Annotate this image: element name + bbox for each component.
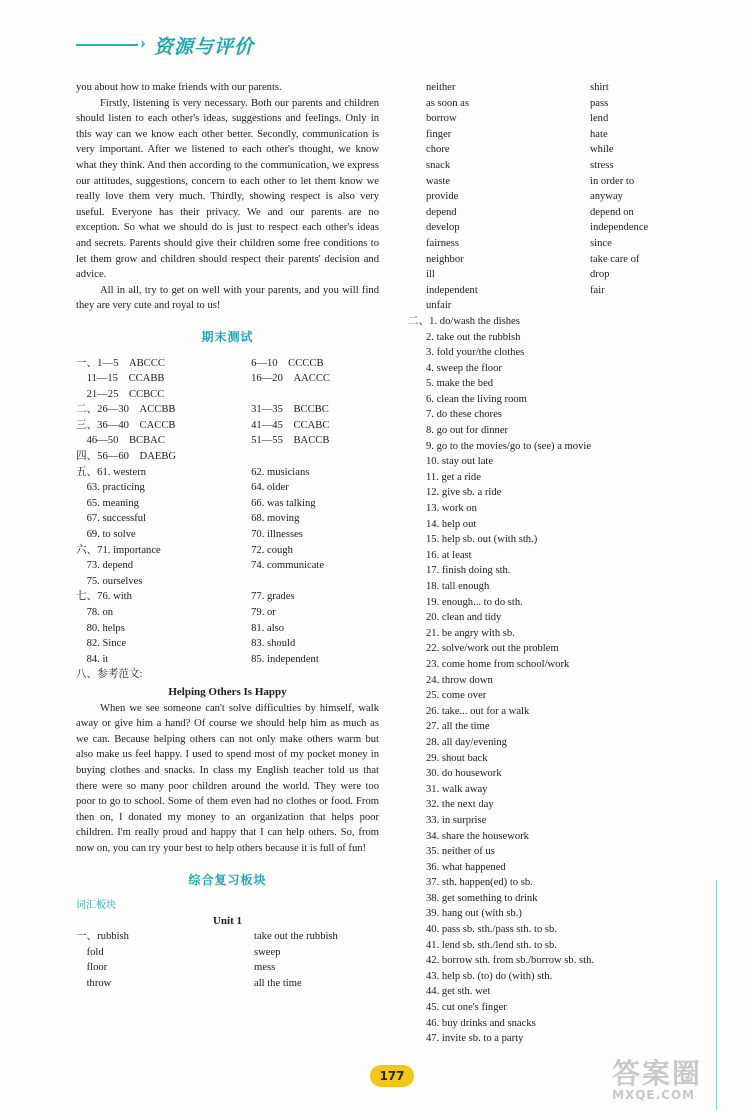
vocab-cell: all the time — [254, 978, 302, 990]
word-cell: develop — [426, 222, 460, 234]
phrase-item: 16. at least — [426, 549, 472, 561]
phrase-item: 43. help sb. (to) do (with) sth. — [426, 970, 553, 982]
phrase-item: 41. lend sb. sth./lend sth. to sb. — [426, 939, 557, 951]
watermark-logo — [612, 1052, 722, 1112]
word-cell: take care of — [590, 253, 640, 265]
vocab-cell: 一、rubbish — [76, 931, 129, 943]
word-row — [408, 205, 708, 221]
answer-cell: 80. helps — [76, 622, 125, 634]
answer-cell: 64. older — [251, 482, 289, 494]
word-cell: snack — [426, 159, 451, 171]
word-cell: drop — [590, 269, 610, 281]
answer-row — [76, 449, 379, 465]
phrase-item: 17. finish doing sth. — [426, 565, 511, 577]
vocab-row — [76, 929, 379, 945]
phrase-item: 26. take... out for a walk — [426, 705, 530, 717]
word-cell: lend — [590, 113, 609, 125]
answer-cell: 83. should — [251, 638, 296, 650]
phrase-item: 35. neither of us — [426, 846, 495, 858]
page-number: 177 — [370, 1065, 414, 1087]
essay-body: When we see someone can't solve difficulties by himself, walk away or give him a hand? Of course we should help him as much as we can. Because helping others can not only make others warm but also make us feel happy. I used to spend most of my pocket money in buying clothes and snacks. In class my English teacher told us that there were so many poor children around the world. They were too poor to go to school. Some of them even had no clothes or food. From then on, I donated my money to an organization that helps poor children. I'm really proud and happy that I can help others. So, from now on, you can try your best to help others because it is full of fun! — [76, 702, 379, 854]
phrase-item: 25. come over — [426, 690, 487, 702]
phrase-item: 3. fold your/the clothes — [426, 347, 525, 359]
word-cell: while — [590, 144, 614, 156]
vocab-cell: fold — [76, 946, 104, 958]
phrase-item: 27. all the time — [426, 721, 490, 733]
phrase-item: 8. go out for dinner — [426, 425, 509, 437]
phrase-item: 32. the next day — [426, 799, 494, 811]
answer-cell: 一、1—5 ABCCC — [76, 357, 165, 369]
paragraph: All in all, try to get on well with your parents, and you will find they are very cute and royal to us! — [76, 284, 379, 312]
word-cell: depend on — [590, 206, 634, 218]
unit-title: Unit 1 — [212, 914, 243, 927]
vocab-cell: mess — [254, 962, 276, 974]
word-cell: since — [590, 237, 612, 249]
phrase-item: 36. what happened — [426, 861, 506, 873]
answer-cell: 66. was talking — [251, 497, 316, 509]
word-row — [408, 174, 708, 190]
answer-cell: 6—10 CCCCB — [251, 357, 324, 369]
word-cell: shirt — [590, 82, 609, 93]
phrase-item: 23. come home from school/work — [426, 658, 570, 670]
intro-line: you about how to make friends with our parents. — [76, 82, 282, 93]
answer-cell: 69. to solve — [76, 529, 136, 541]
watermark-url: MXQE.COM — [612, 1088, 696, 1102]
word-cell: chore — [426, 144, 450, 156]
phrase-item: 4. sweep the floor — [426, 362, 502, 374]
phrase-item: 31. walk away — [426, 783, 488, 795]
answer-cell: 84. it — [76, 653, 109, 665]
answer-cell — [251, 574, 379, 590]
answer-cell — [251, 449, 379, 465]
answer-row — [76, 543, 379, 559]
word-list — [408, 80, 708, 314]
word-cell: ill — [426, 269, 435, 281]
answer-row — [76, 480, 379, 496]
answer-row — [76, 621, 379, 637]
answer-cell: 21—25 CCBCC — [76, 388, 165, 400]
vocab-row — [76, 960, 379, 976]
answer-cell: 11—15 CCABB — [76, 373, 165, 385]
header-title: 资源与评价 — [154, 36, 255, 58]
word-row — [408, 298, 708, 314]
phrase-item: 19. enough... to do sth. — [426, 596, 523, 608]
word-row — [408, 189, 708, 205]
answer-row — [76, 527, 379, 543]
word-row — [408, 127, 708, 143]
phrase-item: 40. pass sb. sth./pass sth. to sb. — [426, 924, 557, 936]
answer-cell: 73. depend — [76, 560, 134, 572]
answer-row — [76, 652, 379, 668]
phrase-item: 9. go to the movies/go to (see) a movie — [426, 440, 592, 452]
phrase-item: 44. get sth. wet — [426, 986, 491, 998]
chevron-right-icon: › — [140, 32, 146, 52]
answer-key — [76, 356, 379, 668]
phrase-item: 34. share the housework — [426, 830, 529, 842]
word-row — [408, 80, 708, 96]
word-row — [408, 252, 708, 268]
word-row — [408, 220, 708, 236]
vocab-section-label: 词汇板块 — [76, 900, 116, 912]
answer-row — [76, 433, 379, 449]
word-cell: depend — [426, 206, 457, 218]
phrase-item: 42. borrow sth. from sb./borrow sb. sth. — [426, 955, 595, 967]
answer-row — [76, 558, 379, 574]
phrase-item: 14. help out — [426, 518, 477, 530]
vocab-list — [76, 929, 379, 991]
word-cell: fairness — [426, 237, 459, 249]
answer-cell: 二、26—30 ACCBB — [76, 404, 176, 416]
word-row — [408, 142, 708, 158]
phrase-item: 15. help sb. out (with sth.) — [426, 534, 538, 546]
answer-cell: 78. on — [76, 607, 114, 618]
word-cell: anyway — [590, 191, 623, 203]
answer-cell: 四、56—60 DAEBG — [76, 451, 177, 463]
answer-cell: 46—50 BCBAC — [76, 435, 165, 447]
answer-cell: 79. or — [251, 607, 276, 618]
word-cell: independence — [590, 222, 649, 234]
word-cell: stress — [590, 159, 614, 171]
answer-row — [76, 511, 379, 527]
answer-row — [76, 574, 379, 590]
watermark-title: 答案圈 — [612, 1057, 703, 1090]
page-header — [76, 32, 376, 68]
answer-cell: 三、36—40 CACCB — [76, 419, 176, 431]
answer-cell: 16—20 AACCC — [251, 373, 330, 385]
vocab-cell: floor — [76, 962, 108, 974]
answer-cell: 75. ourselves — [76, 575, 143, 587]
word-cell: unfair — [426, 300, 452, 312]
essay-title: Helping Others Is Happy — [168, 685, 287, 698]
answer-cell: 70. illnesses — [251, 529, 303, 541]
answer-row — [76, 496, 379, 512]
header-rule — [76, 44, 138, 46]
phrase-item: 二、1. do/wash the dishes — [408, 315, 520, 327]
phrase-item: 18. tall enough — [426, 581, 490, 592]
phrase-item: 10. stay out late — [426, 456, 494, 468]
paragraph: Firstly, listening is very necessary. Both our parents and children should listen to each other's ideas, suggestions and feelings. Only in this way can we know each other better. Secondly, communication is very important. After we listened to each other's thought, we know what they think. And then according to the communication, we express our attitudes, suggestions, concern to each other to let them know we really love them very much. Thirdly, showing respect is also very useful. Everyone has their privacy. We and our parents are no exception. So what we should do is just to respect each other's ideas and secrets. Parents should give their children some free conditions to let them grow and children should respect their parents' decision and advice. — [76, 97, 379, 281]
answer-row — [76, 418, 379, 434]
answer-cell: 85. independent — [251, 653, 319, 665]
vocab-cell: throw — [76, 978, 112, 990]
sample-essay-label: 八、参考范文: — [76, 669, 143, 681]
section-title-final-test: 期末测试 — [201, 329, 254, 344]
phrase-item: 28. all day/evening — [426, 736, 507, 748]
phrase-item: 5. make the bed — [426, 378, 494, 390]
word-cell: borrow — [426, 113, 457, 125]
phrase-item: 22. solve/work out the problem — [426, 643, 559, 655]
word-cell: independent — [426, 284, 478, 296]
vocab-cell: take out the rubbish — [254, 931, 338, 943]
phrase-item: 39. hang out (with sb.) — [426, 908, 522, 920]
word-row — [408, 96, 708, 112]
answer-row — [76, 402, 379, 418]
phrase-item: 30. do housework — [426, 768, 502, 780]
vocab-cell: sweep — [254, 946, 281, 958]
word-cell: neighbor — [426, 253, 464, 265]
word-row — [408, 236, 708, 252]
phrase-item: 12. give sb. a ride — [426, 487, 502, 499]
phrase-item: 21. be angry with sb. — [426, 627, 515, 639]
answer-cell: 51—55 BACCB — [251, 435, 330, 447]
word-cell: provide — [426, 191, 459, 203]
phrase-item: 24. throw down — [426, 674, 493, 686]
answer-cell: 63. practicing — [76, 482, 145, 494]
answer-cell: 七、76. with — [76, 591, 132, 603]
answer-cell: 72. cough — [251, 544, 293, 556]
answer-row — [76, 605, 379, 621]
phrase-item: 47. invite sb. to a party — [426, 1033, 524, 1045]
phrase-item: 11. get a ride — [426, 471, 481, 483]
word-cell: hate — [590, 128, 608, 140]
word-cell: finger — [426, 128, 452, 140]
answer-cell: 74. communicate — [251, 560, 325, 572]
right-column — [408, 80, 708, 1047]
phrase-item: 29. shout back — [426, 752, 488, 764]
answer-cell: 65. meaning — [76, 497, 139, 509]
word-cell: fair — [590, 284, 605, 296]
phrase-item: 2. take out the rubbish — [426, 331, 521, 343]
phrase-item: 38. get something to drink — [426, 892, 538, 904]
word-row — [408, 283, 708, 299]
answer-row — [76, 356, 379, 372]
phrase-item: 20. clean and tidy — [426, 612, 502, 624]
answer-row — [76, 465, 379, 481]
section-title-review: 综合复习板块 — [188, 872, 267, 887]
answer-row — [76, 636, 379, 652]
phrase-item: 6. clean the living room — [426, 393, 527, 405]
word-cell: as soon as — [426, 97, 469, 109]
answer-cell: 41—45 CCABC — [251, 419, 330, 431]
word-row — [408, 158, 708, 174]
answer-row — [76, 387, 379, 403]
word-cell: neither — [426, 82, 456, 93]
word-cell: pass — [590, 97, 609, 109]
phrase-item: 7. do these chores — [426, 409, 502, 421]
answer-cell: 81. also — [251, 622, 285, 634]
phrase-item: 13. work on — [426, 503, 477, 515]
answer-cell: 五、61. western — [76, 466, 147, 478]
answer-cell: 31—35 BCCBC — [251, 404, 329, 416]
answer-cell: 82. Since — [76, 638, 127, 650]
phrase-list — [408, 314, 708, 1047]
answer-cell: 六、71. importance — [76, 544, 161, 556]
phrase-item: 46. buy drinks and snacks — [426, 1017, 536, 1029]
answer-row — [76, 371, 379, 387]
answer-row — [76, 589, 379, 605]
answer-cell: 68. moving — [251, 513, 300, 525]
answer-cell: 67. successful — [76, 513, 147, 525]
phrase-item: 45. cut one's finger — [426, 1002, 507, 1014]
left-column — [76, 80, 379, 992]
word-row — [408, 267, 708, 283]
word-cell: waste — [426, 175, 451, 187]
answer-cell: 62. musicians — [251, 466, 310, 478]
vocab-row — [76, 976, 379, 992]
word-cell: in order to — [590, 175, 635, 187]
word-row — [408, 111, 708, 127]
phrase-item: 33. in surprise — [426, 814, 487, 826]
answer-cell: 77. grades — [251, 591, 295, 603]
phrase-item: 37. sth. happen(ed) to sb. — [426, 877, 533, 889]
answer-cell — [251, 387, 379, 403]
vocab-row — [76, 945, 379, 961]
word-cell — [590, 298, 708, 314]
